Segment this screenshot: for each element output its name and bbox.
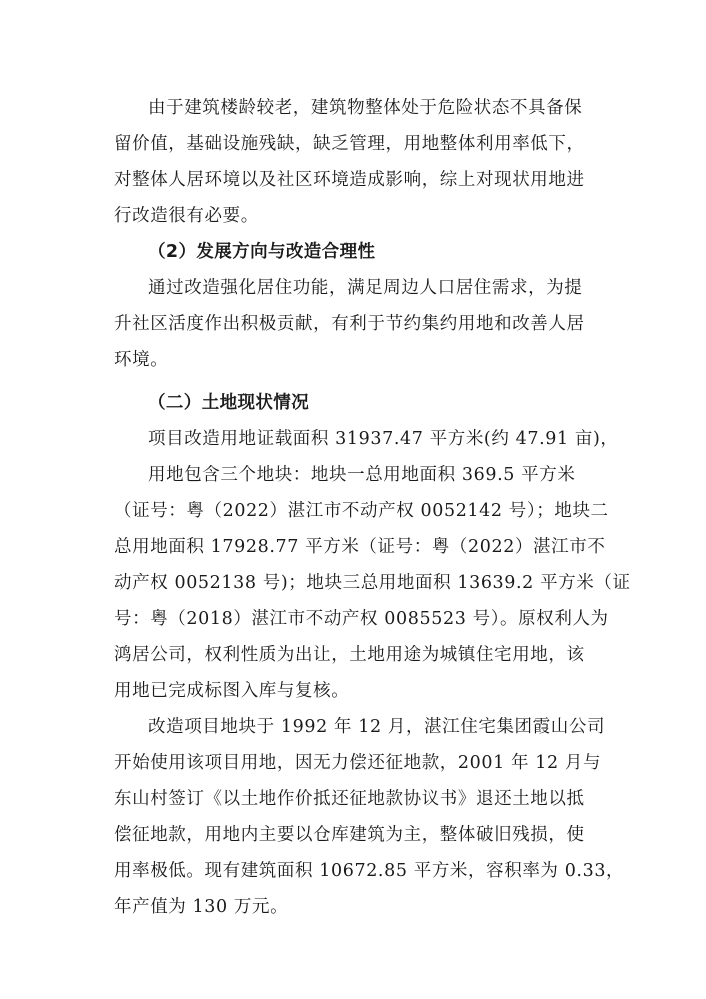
paragraph-line: 用率极低。现有建筑面积 10672.85 平方米，容积率为 0.33， [114, 861, 625, 881]
paragraph-line: 号：粤（2018）湛江市不动产权 0085523 号）。原权利人为 [114, 609, 609, 629]
section-heading: （2）发展方向与改造合理性 [148, 242, 376, 262]
paragraph-line: 行改造很有必要。 [114, 206, 259, 226]
paragraph-line: 改造项目地块于 1992 年 12 月，湛江住宅集团霞山公司 [148, 717, 606, 737]
paragraph-line: 升社区活度作出积极贡献，有利于节约集约用地和改善人居 [114, 314, 585, 334]
paragraph-line: 偿征地款，用地内主要以仓库建筑为主，整体破旧残损，使 [114, 825, 585, 845]
paragraph-line: 对整体人居环境以及社区环境造成影响，综上对现状用地进 [114, 170, 585, 190]
paragraph-line: 环境。 [114, 350, 169, 370]
paragraph-line: 项目改造用地证载面积 31937.47 平方米(约 47.91 亩)， [148, 429, 619, 449]
paragraph-line: 总用地面积 17928.77 平方米（证号：粤（2022）湛江市不 [114, 537, 606, 557]
paragraph-line: 用地包含三个地块：地块一总用地面积 369.5 平方米 [148, 465, 576, 485]
paragraph-line: 鸿居公司，权利性质为出让，土地用途为城镇住宅用地，该 [114, 645, 585, 665]
paragraph-line: （证号：粤（2022）湛江市不动产权 0052142 号）；地块二 [114, 501, 609, 521]
section-heading: （二）土地现状情况 [148, 393, 310, 413]
paragraph-line: 通过改造强化居住功能，满足周边人口居住需求，为提 [148, 278, 583, 298]
paragraph-line: 用地已完成标图入库与复核。 [114, 681, 350, 701]
paragraph-line: 东山村签订《以土地作价抵还征地款协议书》退还土地以抵 [114, 789, 585, 809]
paragraph-line: 年产值为 130 万元。 [114, 897, 289, 917]
paragraph-line: 开始使用该项目用地，因无力偿还征地款，2001 年 12 月与 [114, 753, 602, 773]
paragraph-line: 动产权 0052138 号)；地块三总用地面积 13639.2 平方米（证 [114, 573, 631, 593]
paragraph-line: 留价值，基础设施残缺，缺乏管理，用地整体利用率低下， [114, 134, 585, 154]
paragraph-line: 由于建筑楼龄较老，建筑物整体处于危险状态不具备保 [148, 98, 583, 118]
